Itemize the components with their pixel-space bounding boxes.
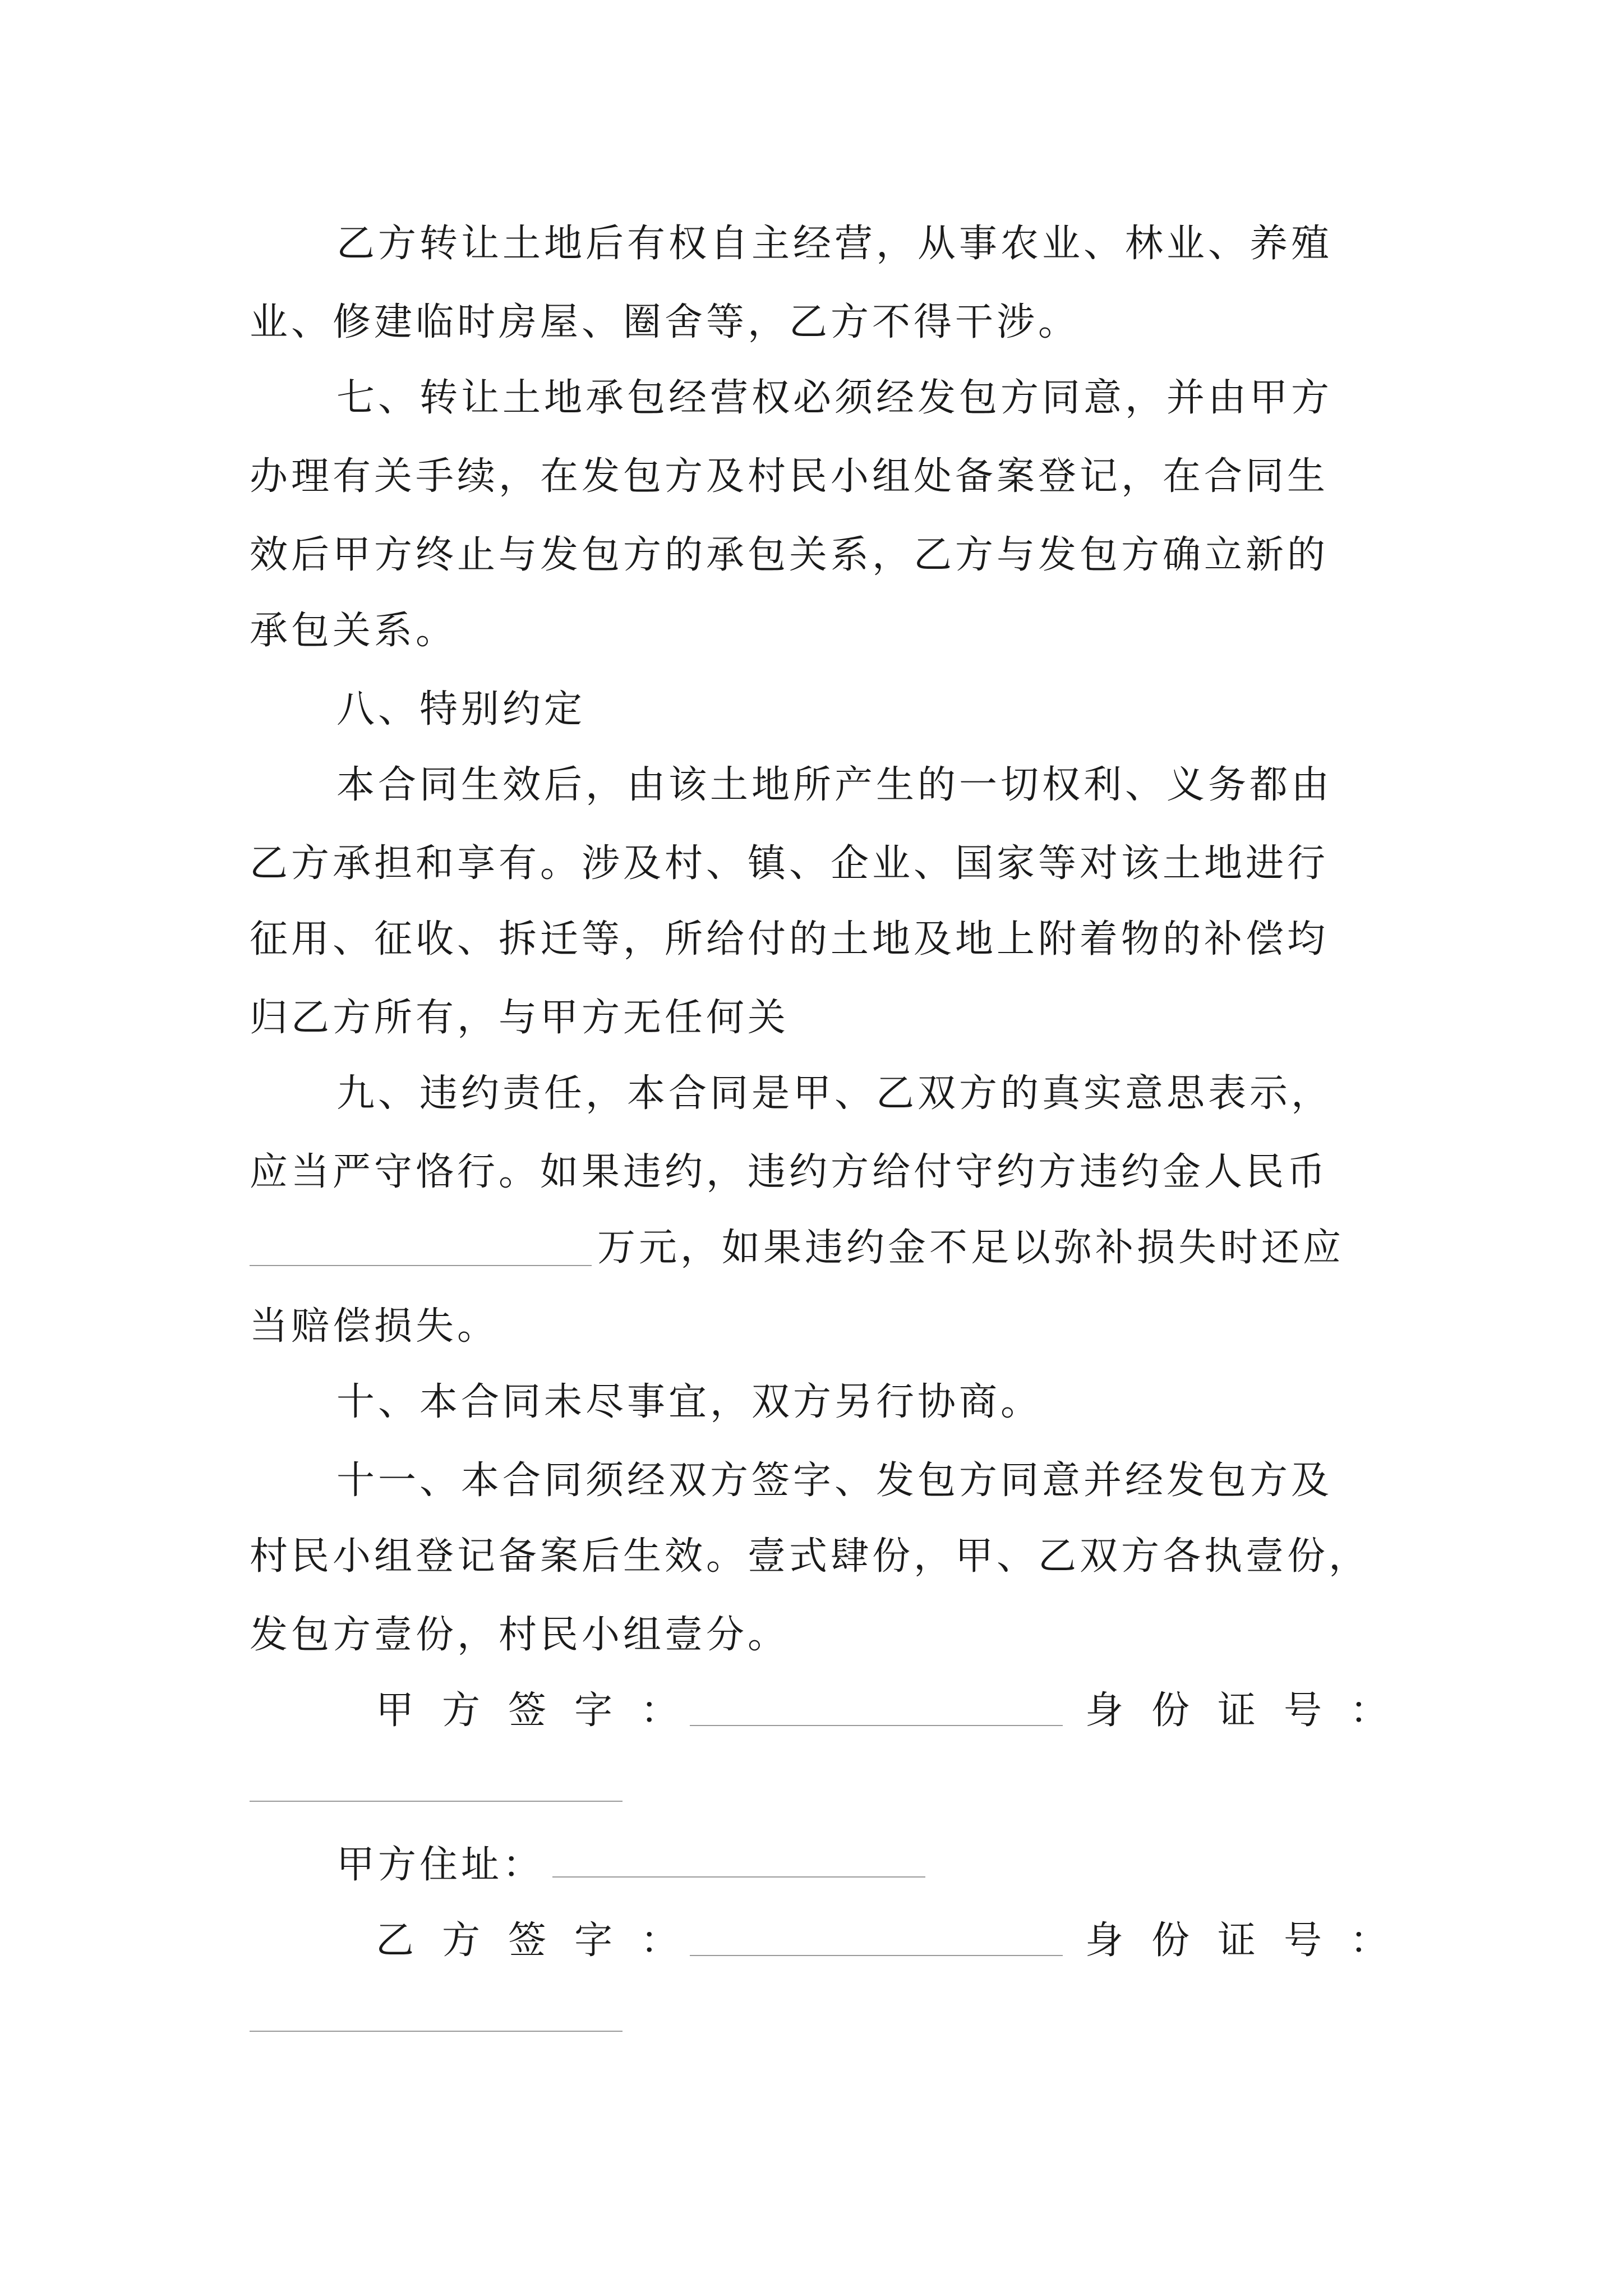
clause-seven-heading: 七、转让土地承包经营权必须经发包方同意，并由甲方 — [336, 376, 1333, 420]
party-a-address-blank — [552, 1876, 925, 1878]
party-a-sign-blank — [690, 1725, 1063, 1726]
clause-eleven-heading: 十一、本合同须经双方签字、发包方同意并经发包方及 — [336, 1458, 1333, 1503]
party-a-id-label: 身份证号： — [1085, 1688, 1417, 1733]
paragraph-line: 乙方转让土地后有权自主经营，从事农业、林业、养殖 — [336, 222, 1333, 266]
clause-eight-heading: 八、特别约定 — [336, 687, 586, 731]
penalty-amount-blank — [250, 1265, 592, 1266]
paragraph-line: 发包方壹份，村民小组壹分。 — [250, 1613, 790, 1657]
paragraph-line: 办理有关手续，在发包方及村民小组处备案登记，在合同生 — [250, 454, 1329, 499]
party-a-sign-label: 甲方签字： — [376, 1688, 707, 1733]
paragraph-line: 乙方承担和享有。涉及村、镇、企业、国家等对该土地进行 — [250, 841, 1329, 886]
paragraph-line: 应当严守恪行。如果违约，违约方给付守约方违约金人民币 — [250, 1150, 1329, 1194]
paragraph-line: 承包关系。 — [250, 609, 458, 653]
paragraph-line: 征用、征收、拆迁等，所给付的土地及地上附着物的补偿均 — [250, 917, 1329, 961]
party-a-address-label: 甲方住址： — [336, 1843, 545, 1887]
clause-nine-heading: 九、违约责任，本合同是甲、乙双方的真实意思表示， — [336, 1071, 1333, 1116]
paragraph-line: 当赔偿损失。 — [250, 1304, 499, 1349]
party-b-id-label: 身份证号： — [1085, 1918, 1417, 1963]
paragraph-line: 归乙方所有，与甲方无任何关 — [250, 996, 790, 1040]
party-b-sign-blank — [690, 1955, 1063, 1956]
party-a-id-blank — [250, 1801, 623, 1802]
party-b-sign-label: 乙方签字： — [376, 1918, 707, 1963]
paragraph-line: 万元，如果违约金不足以弥补损失时还应 — [597, 1226, 1345, 1270]
paragraph-line: 业、修建临时房屋、圈舍等，乙方不得干涉。 — [250, 300, 1080, 344]
paragraph-line: 村民小组登记备案后生效。壹式肆份，甲、乙双方各执壹份， — [250, 1534, 1371, 1579]
clause-ten-heading: 十、本合同未尽事宜，双方另行协商。 — [336, 1380, 1043, 1424]
paragraph-line: 本合同生效后，由该土地所产生的一切权利、义务都由 — [336, 763, 1333, 807]
paragraph-line: 效后甲方终止与发包方的承包关系，乙方与发包方确立新的 — [250, 533, 1329, 577]
party-b-id-blank — [250, 2031, 623, 2032]
